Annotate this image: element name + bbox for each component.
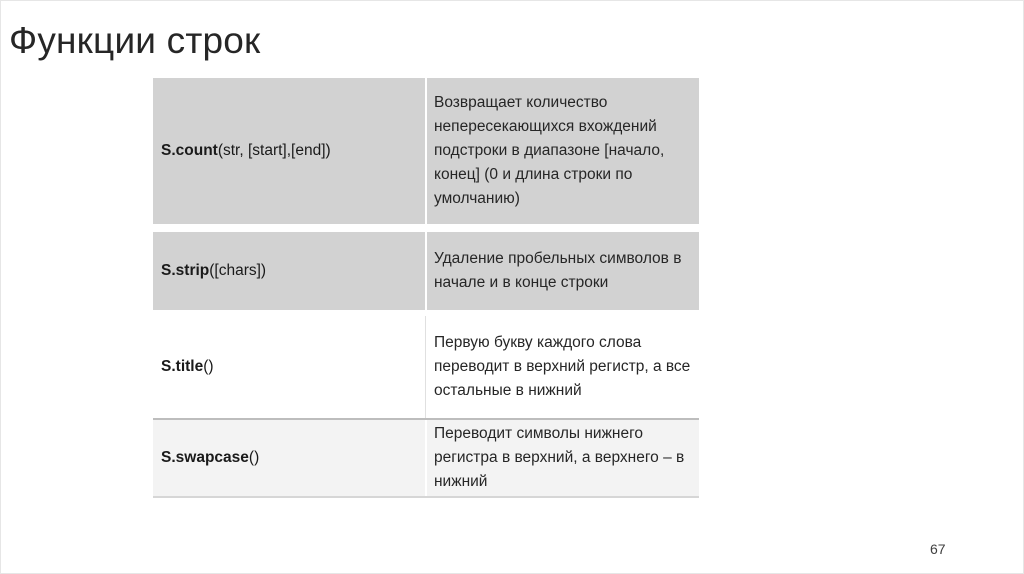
method-signature bbox=[153, 316, 425, 418]
cell-divider bbox=[425, 316, 426, 418]
page-number: 67 bbox=[930, 541, 946, 557]
method-name: title bbox=[175, 358, 204, 375]
method-signature bbox=[153, 232, 425, 310]
method-description bbox=[425, 420, 699, 496]
table-row bbox=[153, 78, 699, 224]
method-description bbox=[425, 316, 699, 418]
method-prefix: S. bbox=[161, 449, 176, 466]
row-separator bbox=[153, 224, 699, 232]
slide-title: Функции строк bbox=[9, 20, 261, 61]
method-args: () bbox=[248, 449, 260, 466]
functions-table bbox=[153, 78, 699, 498]
method-prefix: S. bbox=[161, 142, 176, 159]
cell-divider bbox=[425, 78, 427, 224]
method-description-text: Возвращает количество непересекающихся вхождений подстроки в диапазоне [начало, конец] (0 и длина строки по умолчанию) bbox=[434, 94, 665, 207]
method-name: strip bbox=[175, 262, 210, 279]
method-description-text: Удаление пробельных символов в начале и в конце строки bbox=[434, 250, 682, 291]
method-args: () bbox=[203, 358, 214, 375]
method-description bbox=[425, 78, 699, 224]
method-signature bbox=[153, 78, 425, 224]
row-separator bbox=[153, 496, 699, 498]
method-description-text: Переводит символы нижнего регистра в верхний, а верхнего – в нижний bbox=[434, 425, 685, 490]
method-description-text: Первую букву каждого слова переводит в верхний регистр, а все остальные в нижний bbox=[434, 334, 691, 399]
cell-divider bbox=[425, 232, 427, 310]
table-row bbox=[153, 232, 699, 310]
method-name: swapcase bbox=[175, 449, 249, 466]
table-row bbox=[153, 420, 699, 496]
method-description bbox=[425, 232, 699, 310]
method-prefix: S. bbox=[161, 262, 176, 279]
method-prefix: S. bbox=[161, 358, 176, 375]
method-signature bbox=[153, 420, 425, 496]
method-args: (str, [start],[end]) bbox=[217, 142, 331, 159]
method-name: count bbox=[175, 142, 218, 159]
method-args: ([chars]) bbox=[209, 262, 267, 279]
table-row bbox=[153, 316, 699, 418]
cell-divider bbox=[425, 420, 427, 496]
